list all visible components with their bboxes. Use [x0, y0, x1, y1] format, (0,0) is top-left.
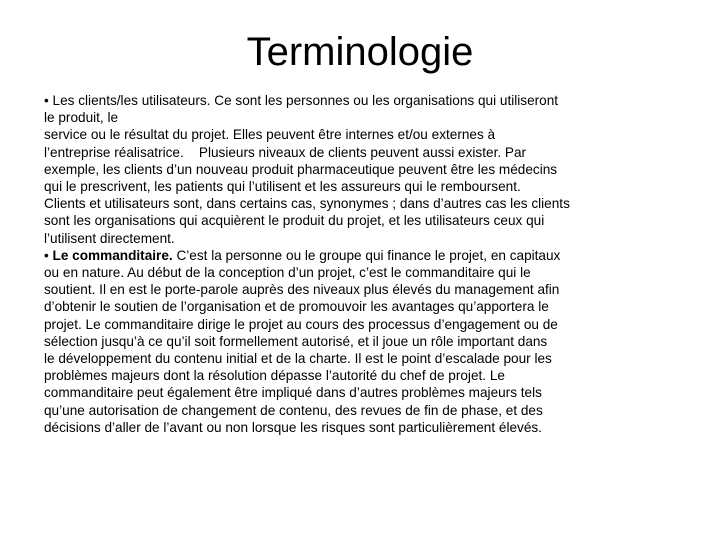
text-line: qu’une autorisation de changement de contenu, des revues de fin de phase, et des: [44, 402, 543, 418]
text-line: service ou le résultat du projet. Elles peuvent être internes et/ou externes à: [44, 127, 496, 143]
bullet: •: [44, 247, 49, 263]
text-line-segment: Ce sont les personnes ou les organisations qui utiliseront: [214, 93, 559, 108]
text-line: l’utilisent directement.: [44, 230, 175, 246]
text-line: sélection jusqu’à ce qu’il soit formellement autorisé, et il joue un rôle important dans: [44, 333, 548, 349]
paragraph-clients: [44, 92, 680, 247]
term-commanditaire: Le commanditaire.: [52, 247, 173, 263]
text-line: le développement du contenu initial et de la charte. Il est le point d’escalade pour les: [44, 351, 552, 367]
text-line: soutient. Il en est le porte-parole auprès des niveaux plus élevés du management afin: [44, 282, 560, 298]
text-line-segment: C’est la personne ou le groupe qui finance le projet, en capitaux: [176, 247, 561, 263]
text-line: sont les organisations qui acquièrent le produit du projet, et les utilisateurs ceux qui: [44, 213, 545, 229]
text-line: l’entreprise réalisatrice. Plusieurs niveaux de clients peuvent aussi exister. Par: [44, 144, 527, 160]
text-line: d’obtenir le soutien de l’organisation et de promouvoir les avantages qu’apportera le: [44, 299, 549, 315]
term-clients: Les clients/les utilisateurs.: [52, 93, 211, 108]
text-line: problèmes majeurs dont la résolution dépasse l’autorité du chef de projet. Le: [44, 368, 505, 384]
text-line: exemple, les clients d’un nouveau produit pharmaceutique peuvent être les médecins: [44, 161, 558, 177]
slide-title: Terminologie: [246, 30, 474, 74]
paragraph-commanditaire: [44, 247, 680, 436]
text-line: projet. Le commanditaire dirige le projet au cours des processus d’engagement ou de: [44, 316, 558, 332]
text-line: commanditaire peut également être impliqué dans d’autres problèmes majeurs tels: [44, 385, 542, 401]
text-line: décisions d’aller de l’avant ou non lorsque les risques sont particulièrement élevés.: [44, 419, 542, 435]
text-line: le produit, le: [44, 110, 119, 126]
text-line: [44, 247, 680, 264]
text-line: Clients et utilisateurs sont, dans certains cas, synonymes ; dans d’autres cas les clients: [44, 196, 570, 212]
bullet: •: [44, 93, 49, 108]
slide-body: [44, 92, 680, 436]
text-line: ou en nature. Au début de la conception d’un projet, c’est le commanditaire qui le: [44, 265, 531, 281]
text-line: qui le prescrivent, les patients qui l’utilisent et les assureurs qui le remboursent.: [44, 179, 521, 195]
text-line: [44, 92, 680, 109]
